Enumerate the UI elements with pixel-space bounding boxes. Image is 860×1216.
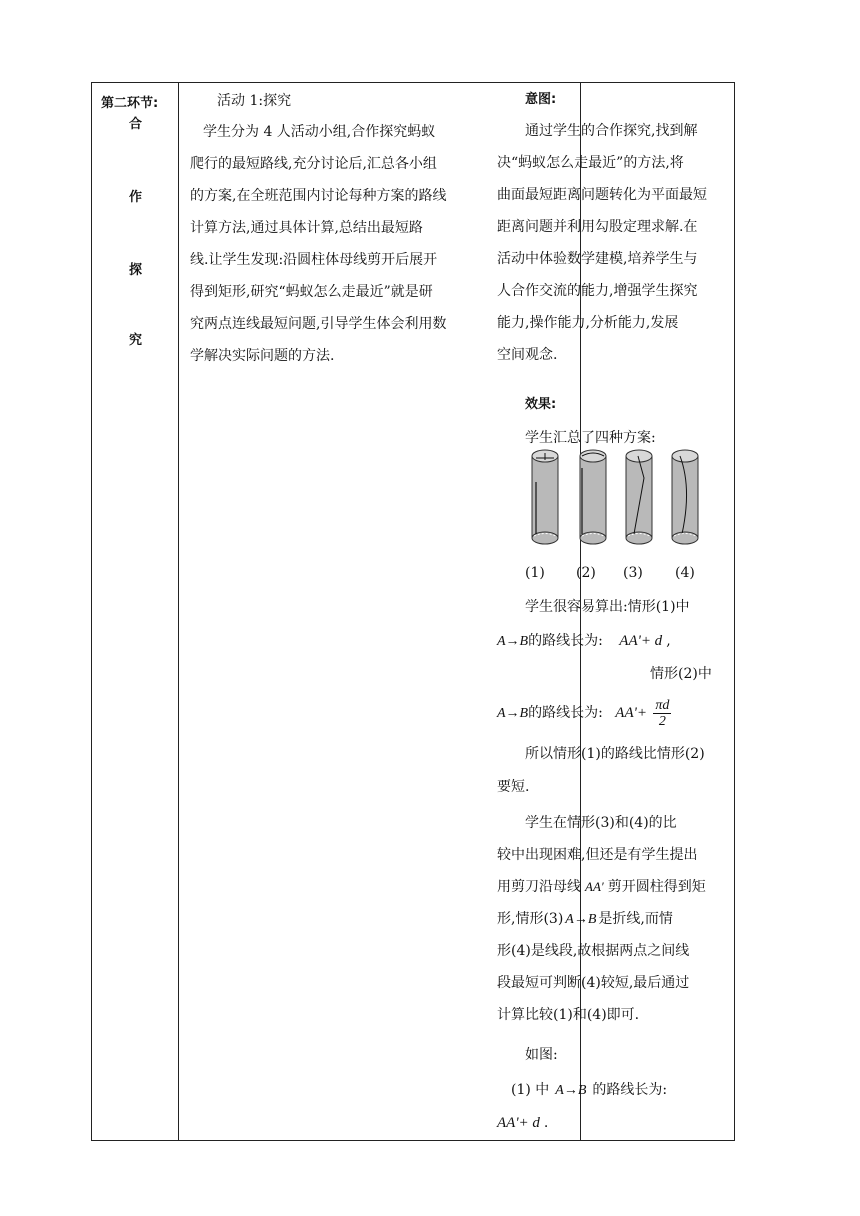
intent-line: 活动中体验数学建模,培养学生与: [497, 251, 698, 267]
p4-line: 计算比较(1)和(4)即可.: [497, 1007, 640, 1023]
figure-label: (2): [576, 565, 596, 581]
stage-char-2: 作: [129, 190, 143, 205]
p4-line: 学生在情形(3)和(4)的比: [525, 815, 677, 831]
p2-fraction: [653, 698, 671, 729]
p4-l4m: A→B: [565, 912, 597, 927]
p4-l3m: AA′: [585, 879, 604, 894]
p3-line1: 所以情形(1)的路线比情形(2): [525, 746, 705, 762]
intent-line: 空间观念.: [497, 347, 558, 363]
activity-line: 学解决实际问题的方法.: [190, 348, 335, 364]
activity-line: 得到矩形,研究“蚂蚁怎么走最近”就是研: [190, 284, 433, 300]
p6b: 的路线长为:: [592, 1082, 668, 1098]
activity-line: 的方案,在全班范围内讨论每种方案的路线: [190, 188, 447, 204]
stage-char-4: 究: [129, 333, 143, 348]
p1-end: ,: [666, 633, 671, 649]
p4-line4: [497, 911, 673, 928]
intent-line: 人合作交流的能力,增强学生探究: [497, 283, 698, 299]
p6a: (1) 中: [511, 1082, 550, 1098]
cylinder-3: [626, 450, 652, 544]
p4-l3a: 用剪刀沿母线: [497, 879, 581, 895]
effect-title: 效果:: [525, 397, 557, 412]
p4-line: 形(4)是线段,故根据两点之间线: [497, 943, 690, 959]
figure-label: (3): [623, 565, 643, 581]
p5: 如图:: [525, 1047, 558, 1063]
p6m: A→B: [555, 1083, 587, 1098]
cylinder-4: [672, 450, 698, 544]
p2-num: πd: [655, 697, 670, 713]
figure-label: (1): [525, 565, 545, 581]
activity-line: 爬行的最短路线,充分讨论后,汇总各小组: [190, 156, 437, 172]
p6-expr: AA'+ d: [497, 1115, 540, 1131]
p1-text: 的路线长为:: [528, 633, 603, 649]
activity-line: 线.让学生发现:沿圆柱体母线剪开后展开: [190, 252, 438, 268]
p1-line2: [497, 633, 671, 650]
intent-line: 通过学生的合作探究,找到解: [525, 123, 698, 139]
p1-line1: 学生很容易算出:情形(1)中: [525, 599, 690, 615]
effect-intro: 学生汇总了四种方案:: [525, 430, 656, 446]
section-label: 第二环节:: [101, 96, 159, 111]
activity-title: 活动 1:探究: [217, 93, 292, 109]
p2-line1: 情形(2)中: [650, 666, 712, 682]
stage-char-1: 合: [129, 117, 143, 132]
stage-column: [92, 83, 179, 1140]
p4-line: 段最短可判断(4)较短,最后通过: [497, 975, 690, 991]
p3-line2: 要短.: [497, 779, 530, 795]
intent-title: 意图:: [525, 92, 557, 107]
cylinder-2: [580, 450, 606, 544]
p1-arrow: A→B: [497, 634, 529, 649]
p2-expr: AA'+: [615, 705, 647, 721]
p4-l4a: 形,情形(3): [497, 911, 564, 927]
p4-l4b: 是折线,而情: [598, 911, 673, 927]
intent-line: 能力,操作能力,分析能力,发展: [497, 315, 679, 331]
p1-expr: AA'+ d: [619, 633, 663, 649]
stage-char-3: 探: [129, 263, 143, 278]
intent-line: 决“蚂蚁怎么走最近”的方法,将: [497, 155, 684, 171]
cylinder-1: [532, 450, 558, 544]
p4-l3b: 剪开圆柱得到矩: [607, 879, 706, 895]
p2-line2: [497, 697, 671, 730]
p2-text: 的路线长为:: [528, 705, 603, 721]
p2-arrow: A→B: [497, 706, 529, 721]
activity-line: 计算方法,通过具体计算,总结出最短路: [190, 220, 423, 236]
p4-line3: [497, 879, 706, 895]
figure-label: (4): [675, 565, 695, 581]
activity-line: 究两点连线最短问题,引导学生体会利用数: [190, 316, 447, 332]
p6-expr-line: [497, 1115, 548, 1131]
activity-line: 学生分为 4 人活动小组,合作探究蚂蚁: [203, 124, 436, 140]
p4-line: 较中出现困难,但还是有学生提出: [497, 847, 698, 863]
intent-line: 距离问题并利用勾股定理求解.在: [497, 219, 698, 235]
cylinder-figures: [520, 448, 710, 548]
p2-den: 2: [658, 713, 666, 729]
p6-end: .: [543, 1115, 549, 1131]
p6-line: [511, 1082, 667, 1099]
intent-line: 曲面最短距离问题转化为平面最短: [497, 187, 707, 203]
